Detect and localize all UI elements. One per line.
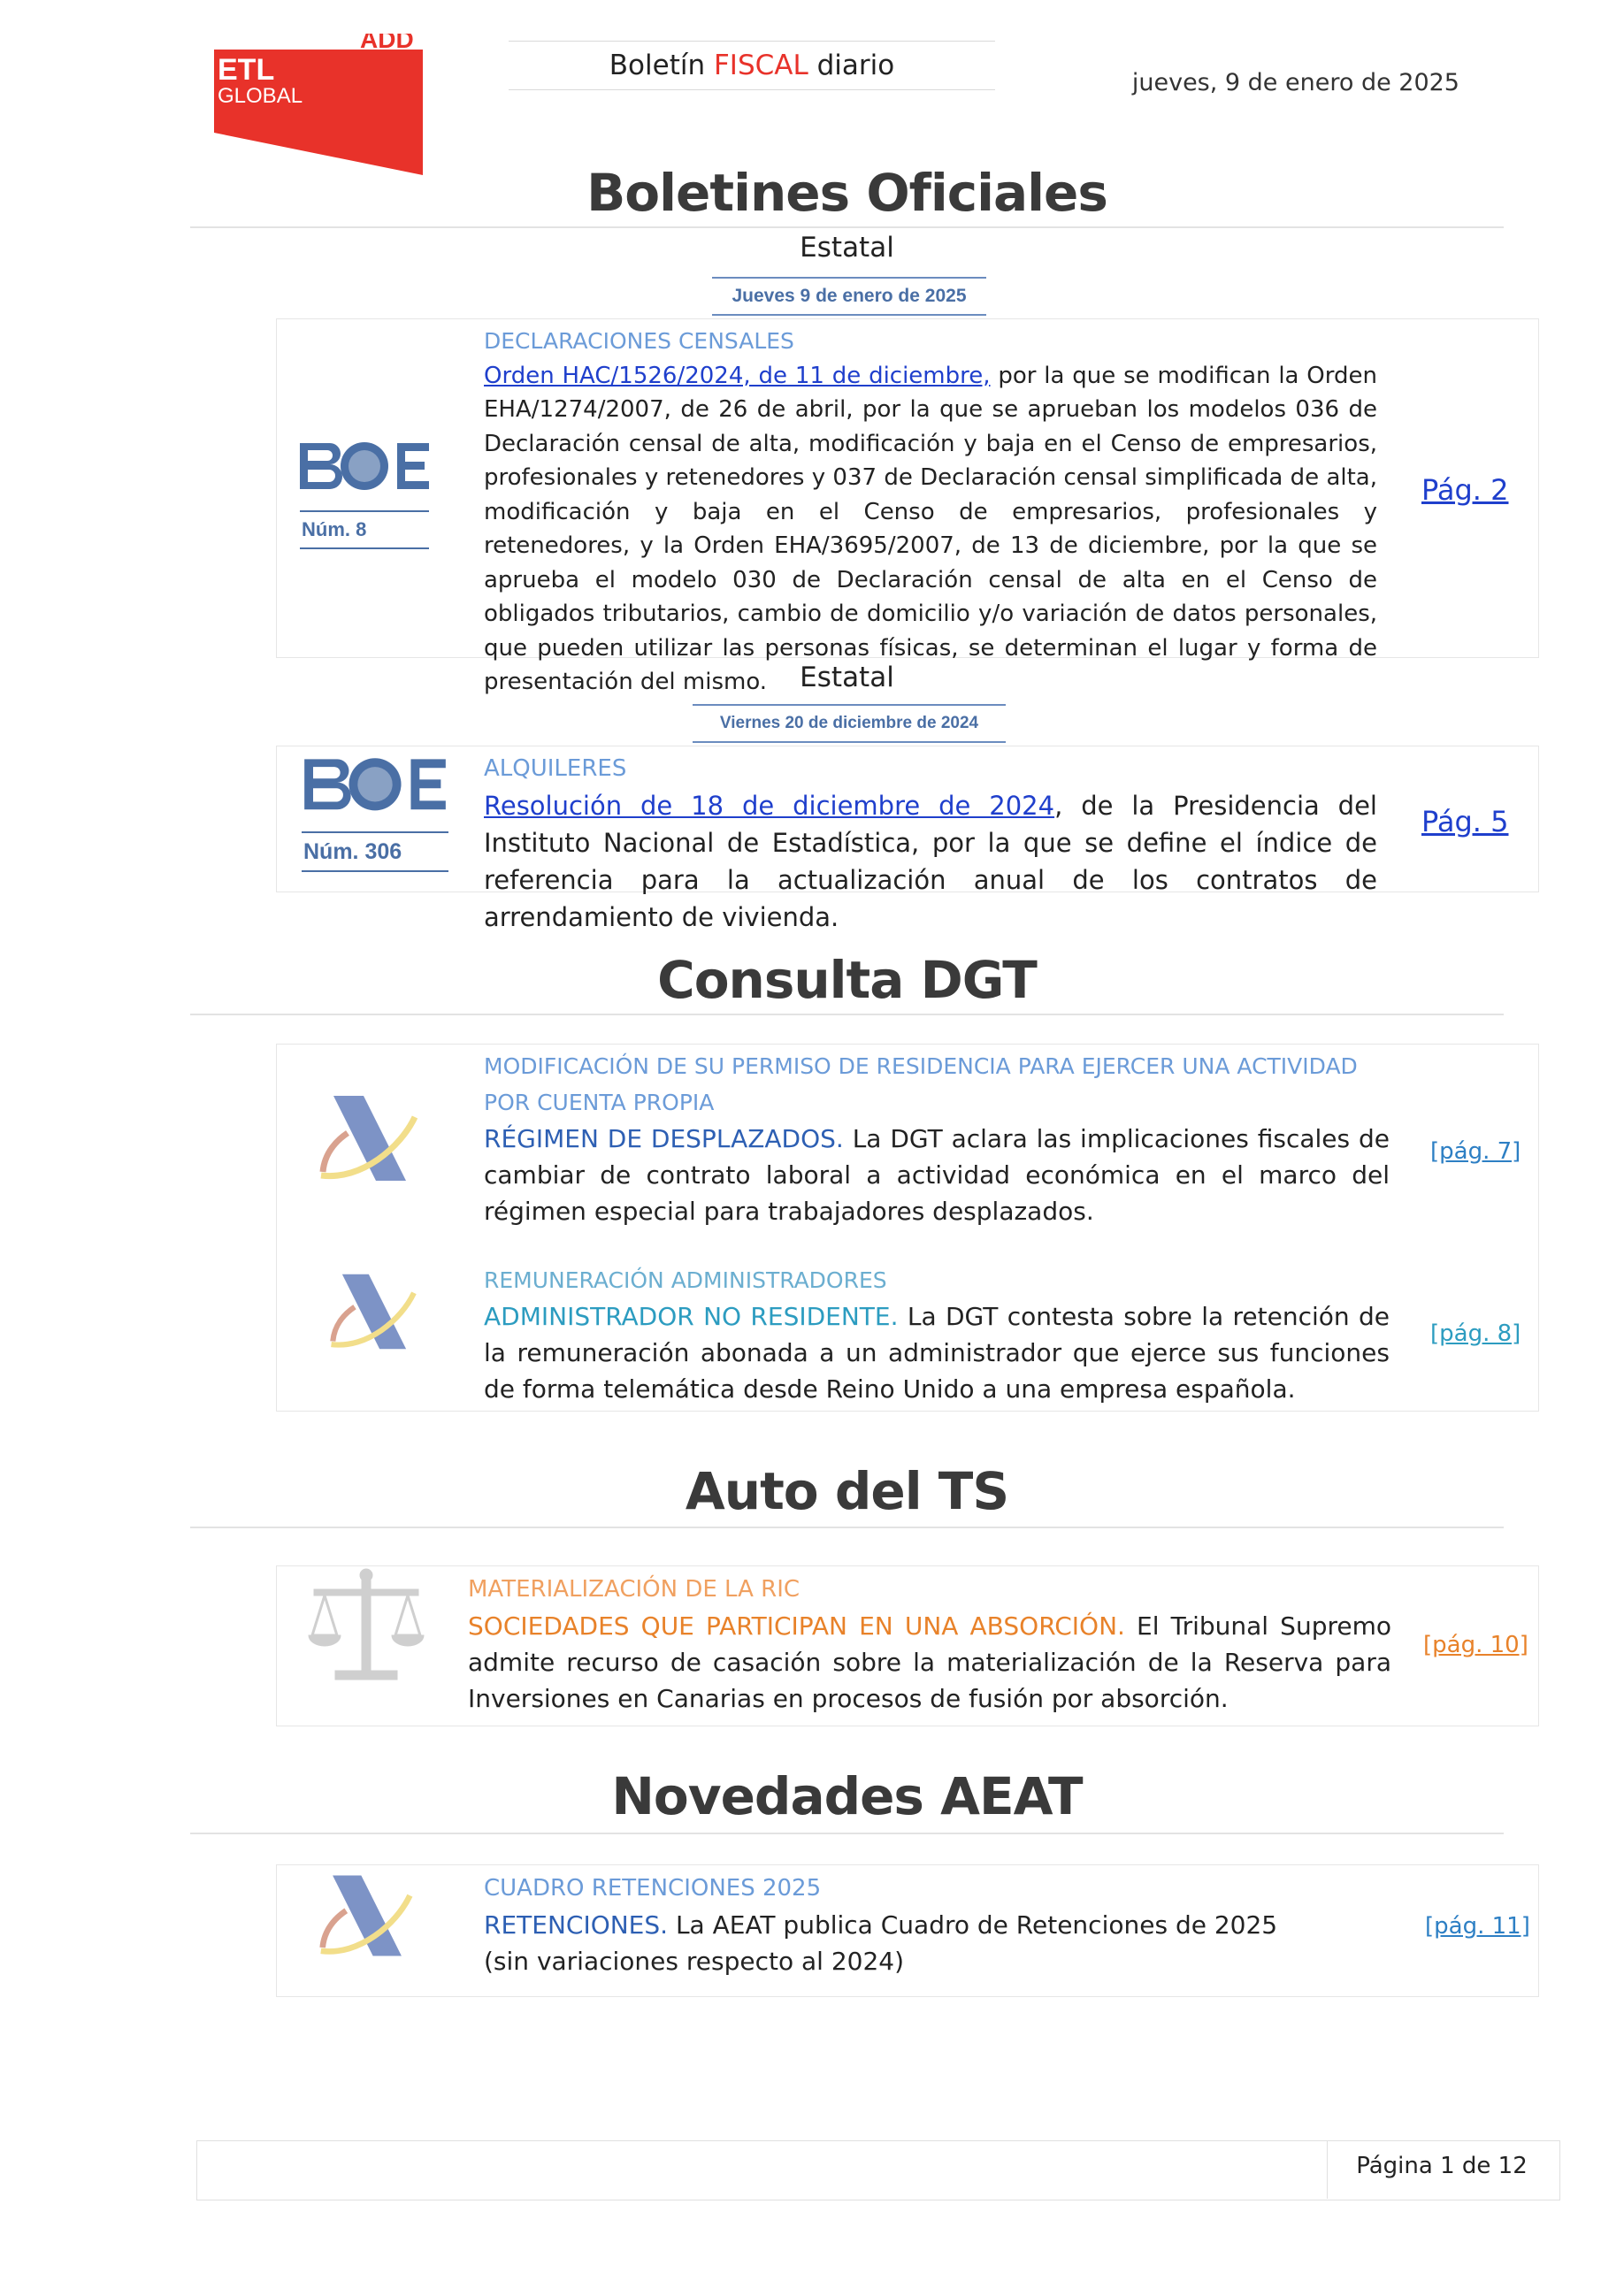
page-link-2[interactable]: Pág. 2 [1421,473,1509,507]
category-label: MODIFICACIÓN DE SU PERMISO DE RESIDENCIA PARA EJERCER UNA ACTIVIDAD POR CUENTA PROPIA [484,1053,1358,1115]
aeat-entry [484,1871,1368,1979]
footer-page-number: Página 1 de 12 [1356,2153,1528,2179]
section-title-boletines: Boletines Oficiales [190,157,1504,228]
boe-number-1: Núm. 8 [300,510,429,549]
scope-label-1: Estatal [800,232,894,264]
dgt-entry-1 [484,1048,1390,1229]
section-title-aeat: Novedades AEAT [190,1760,1504,1834]
scope-label-2: Estatal [800,662,894,693]
category-label: MATERIALIZACIÓN DE LA RIC [468,1576,801,1603]
aeat-logo-icon [318,1094,422,1182]
boe-date-tag-1: Jueves 9 de enero de 2025 [712,277,986,316]
section-title-dgt: Consulta DGT [190,946,1504,1015]
order-link[interactable]: Orden HAC/1526/2024, de 11 de diciembre, [484,362,991,389]
entry-text: La DGT contesta sobre la retención de la remuneración abonada a un administrador que ejerce sus funciones de forma telemática desde Reino Unido a una empresa española. [484,1302,1390,1404]
aeat-card [276,1864,1539,1997]
section-title-ts: Auto del TS [190,1456,1504,1528]
ts-entry [468,1572,1391,1717]
page-link-8[interactable]: [pág. 8] [1430,1320,1521,1347]
entry-keyword: RÉGIMEN DE DESPLAZADOS. [484,1124,844,1153]
boe-logo-icon [300,440,429,496]
logo-global-text: GLOBAL [218,84,303,108]
entry-keyword: RETENCIONES. [484,1910,669,1940]
dgt-card [276,1044,1539,1412]
entry-text: por la que se modifican la Orden EHA/1274/2007, de 26 de abril, por la que se aprueban los modelos 036 de Declaración censal de alta, modificación y baja en el Censo de empresarios, profesionales y retenedores y 037 de Declaración censal simplificada de alta, modificación y baja en el Censo de empresarios, profesionales y retenedores, y la Orden EHA/3695/2007, de 13 de diciembre, por la que se aprueba el modelo 030 de Declaración censal de alta en el Censo de obligados tributarios, cambio de domicilio y/o variación de datos personales, que pueden utilizar las personas físicas, se determinan el lugar y forma de presentación del mismo. [484,362,1377,695]
page-link-5[interactable]: Pág. 5 [1421,805,1509,838]
logo-etl-text: ETL [218,53,275,87]
category-label: ALQUILERES [484,755,627,782]
boe-number-2: Núm. 306 [302,831,448,872]
page-link-10[interactable]: [pág. 10] [1423,1632,1528,1658]
logo-add-text: ADD [360,34,414,53]
entry-keyword: SOCIEDADES QUE PARTICIPAN EN UNA ABSORCIÓN. [468,1611,1125,1641]
header-date: jueves, 9 de enero de 2025 [1131,69,1459,96]
boe-card-2 [276,746,1539,932]
boe-date-tag-2: Viernes 20 de diciembre de 2024 [693,704,1006,743]
footer-divider [1327,2140,1328,2199]
entry-text-note: (sin variaciones respecto al 2024) [484,1947,905,1976]
dgt-entry-2 [484,1262,1390,1407]
boe-entry-1 [484,325,1377,700]
etl-global-logo [214,34,423,175]
category-label: CUADRO RETENCIONES 2025 [484,1875,822,1902]
entry-text: La AEAT publica Cuadro de Retenciones de 2025 [668,1910,1278,1940]
boe-entry-2 [484,750,1377,936]
aeat-logo-icon [328,1271,420,1352]
entry-text: La DGT aclara las implicaciones fiscales de cambiar de contrato laboral a actividad económica en el marco del régimen especial para trabajadores desplazados. [484,1124,1390,1226]
boe-logo-icon [302,755,448,817]
resolution-link[interactable]: Resolución de 18 de diciembre de 2024 [484,791,1055,821]
entry-text: El Tribunal Supremo admite recurso de casación sobre la materialización de la Reserva para Inversiones en Canarias en procesos de fusión por absorción. [468,1611,1392,1713]
bulletin-title: Boletín FISCAL diario [509,41,995,90]
page-link-7[interactable]: [pág. 7] [1430,1138,1521,1165]
bulletin-title-fiscal: FISCAL [713,50,808,81]
category-label: REMUNERACIÓN ADMINISTRADORES [484,1267,887,1293]
page-link-11[interactable]: [pág. 11] [1425,1913,1530,1940]
aeat-logo-icon [318,1872,417,1959]
category-label: DECLARACIONES CENSALES [484,328,794,354]
ts-card [276,1565,1539,1726]
entry-keyword: ADMINISTRADOR NO RESIDENTE. [484,1302,899,1331]
scales-of-justice-icon [307,1566,425,1687]
entry-text: , de la Presidencia del Instituto Nacional de Estadística, por la que se define el índice de referencia para la actualización anual de los contratos de arrendamiento de vivienda. [484,791,1377,932]
